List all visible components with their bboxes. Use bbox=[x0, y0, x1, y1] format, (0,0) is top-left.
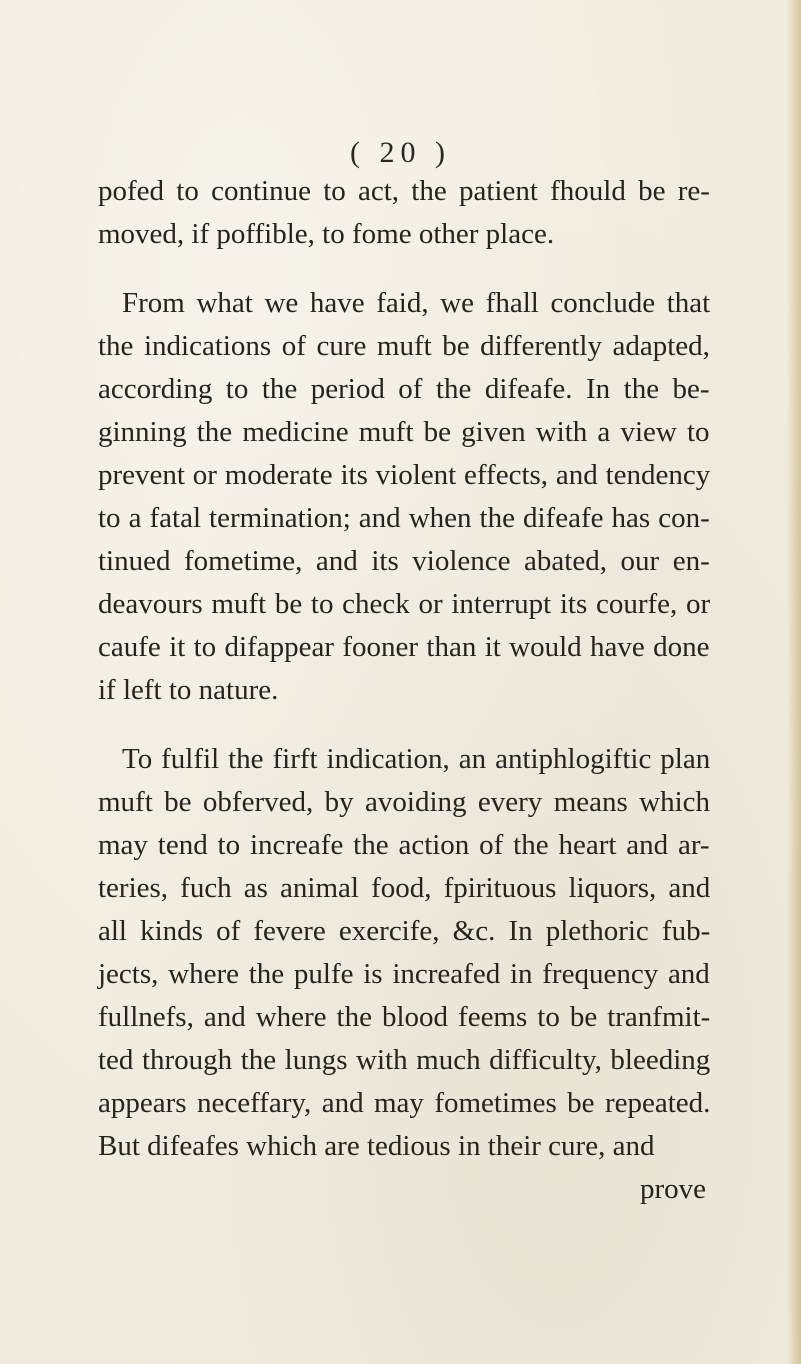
catchword: prove bbox=[640, 1173, 707, 1205]
paragraph-start-line: To fulfil the firft indication, an antiphlogiftic plan bbox=[122, 743, 711, 775]
text-line: all kinds of fevere exercife, &c. In plethoric fub- bbox=[98, 915, 711, 947]
text-line: to a fatal termination; and when the difeafe has con- bbox=[98, 502, 710, 534]
text-line: jects, where the pulfe is increafed in frequency and bbox=[98, 958, 710, 990]
text-line: if left to nature. bbox=[98, 674, 279, 706]
text-line: deavours muft be to check or interrupt its courfe, or bbox=[98, 588, 711, 620]
text-line: may tend to increafe the action of the heart and ar- bbox=[98, 829, 710, 861]
text-line: pofed to continue to act, the patient fhould be re- bbox=[98, 175, 710, 207]
text-line: fullnefs, and where the blood feems to be tranfmit- bbox=[98, 1001, 711, 1033]
text-line: caufe it to difappear fooner than it would have done bbox=[98, 631, 710, 663]
text-line: prevent or moderate its violent effects, and tendency bbox=[98, 459, 711, 491]
text-line: ted through the lungs with much difficulty, bleeding bbox=[98, 1044, 711, 1076]
text-line: according to the period of the difeafe. In the be- bbox=[98, 373, 710, 405]
paragraph-start-line: From what we have faid, we fhall conclude that bbox=[122, 287, 711, 319]
text-line: tinued fometime, and its violence abated, our en- bbox=[98, 545, 710, 577]
text-line: teries, fuch as animal food, fpirituous liquors, and bbox=[98, 872, 711, 904]
text-line: But difeafes which are tedious in their cure, and bbox=[98, 1130, 655, 1162]
text-line: the indications of cure muft be differently adapted, bbox=[98, 330, 710, 362]
text-line: muft be obferved, by avoiding every means which bbox=[98, 786, 711, 818]
text-line: ginning the medicine muft be given with a view to bbox=[98, 416, 710, 448]
text-line: moved, if poffible, to fome other place. bbox=[98, 218, 555, 250]
page-number: ( 20 ) bbox=[350, 136, 451, 169]
page-edge bbox=[787, 0, 801, 1364]
text-line: appears neceffary, and may fometimes be repeated. bbox=[98, 1087, 711, 1119]
